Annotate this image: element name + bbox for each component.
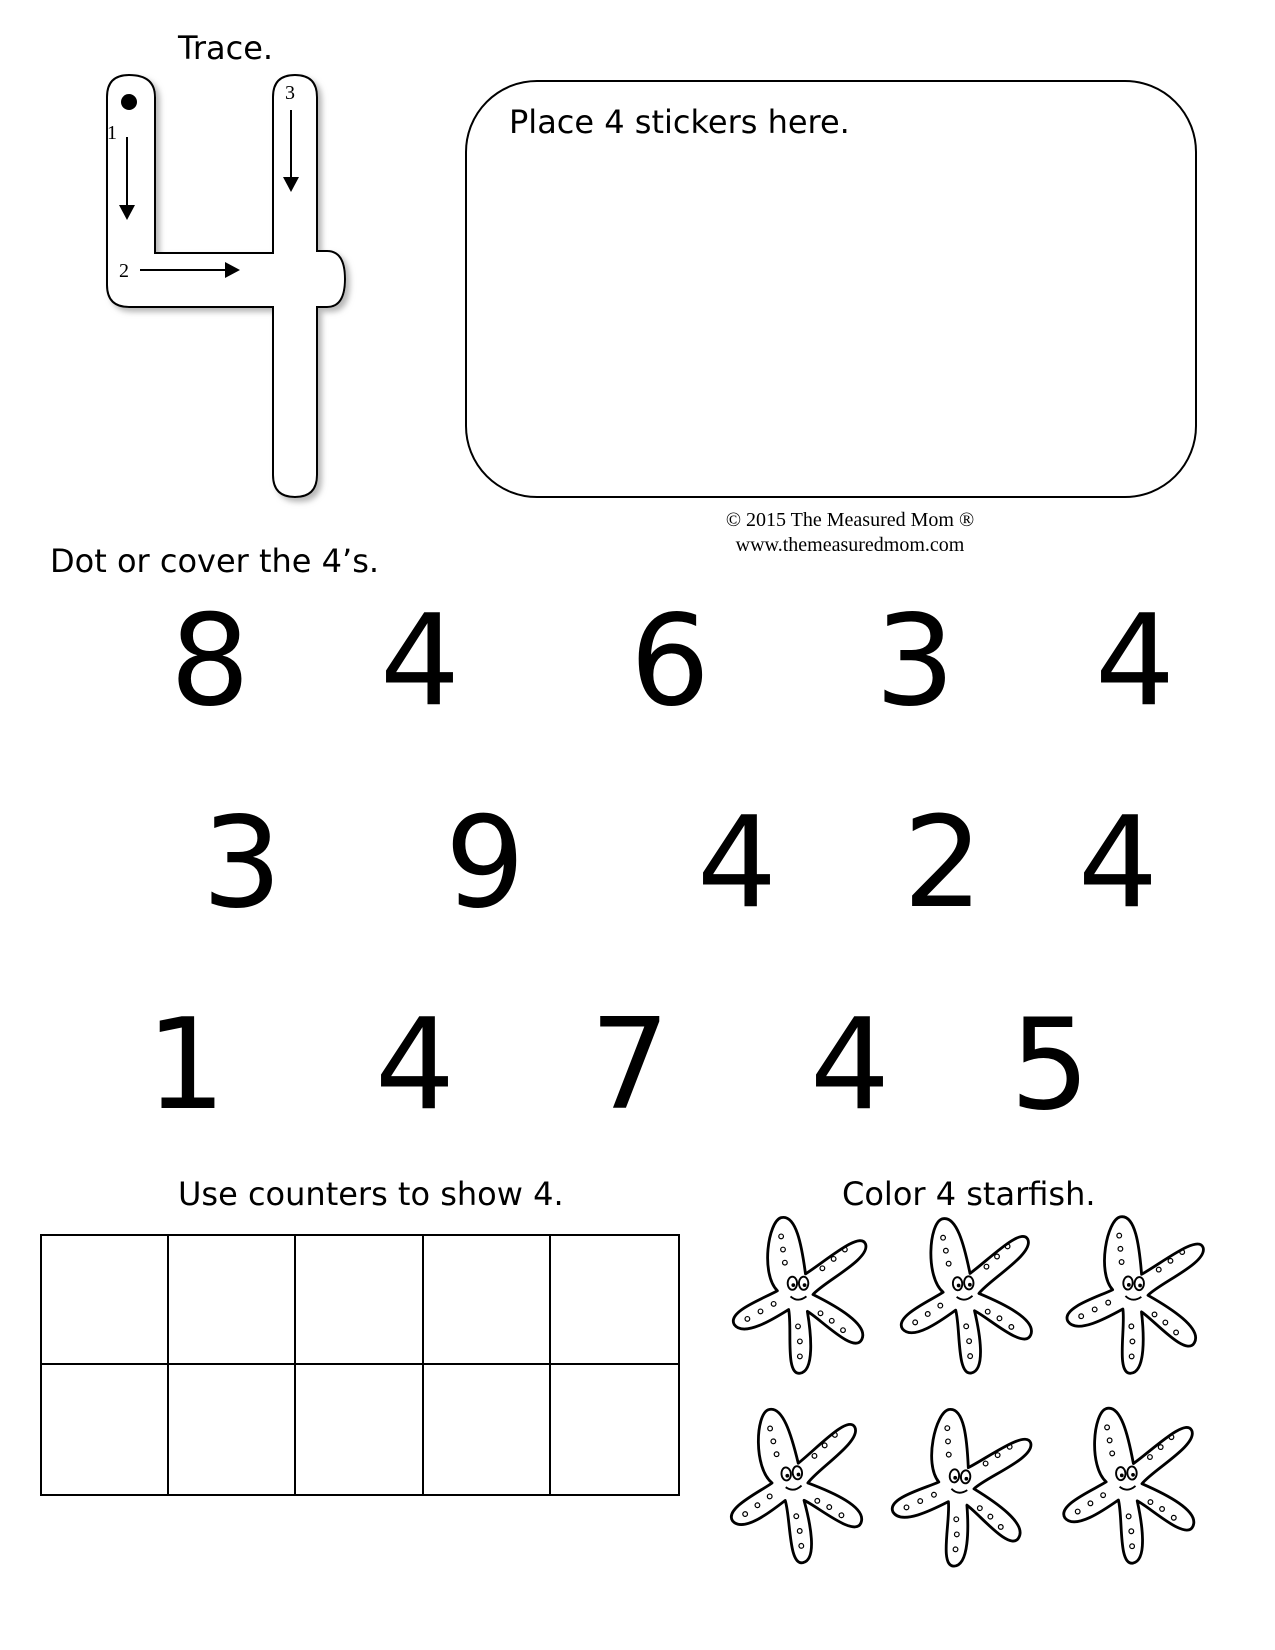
starfish-image[interactable] xyxy=(876,1392,1041,1584)
digit-cell[interactable]: 9 xyxy=(444,789,526,936)
starfish-image[interactable] xyxy=(1047,1391,1206,1579)
digit-cell[interactable]: 4 xyxy=(1077,789,1159,936)
counters-heading: Use counters to show 4. xyxy=(178,1175,564,1213)
digit-cell[interactable]: 4 xyxy=(696,789,778,936)
digit-cell[interactable]: 8 xyxy=(169,587,251,734)
ten-frame xyxy=(40,1234,680,1496)
digit-cell[interactable]: 4 xyxy=(1094,587,1176,734)
starfish-image[interactable] xyxy=(883,1200,1045,1390)
digit-cell[interactable]: 7 xyxy=(589,991,671,1138)
trace-heading: Trace. xyxy=(178,29,274,67)
digit-cell[interactable]: 2 xyxy=(902,789,984,936)
ten-frame-cell[interactable] xyxy=(551,1365,678,1494)
copyright-line: © 2015 The Measured Mom ® xyxy=(725,509,975,531)
dot-cover-heading: Dot or cover the 4’s. xyxy=(50,542,380,580)
ten-frame-cell[interactable] xyxy=(296,1236,423,1365)
ten-frame-cell[interactable] xyxy=(296,1365,423,1494)
tracing-number-four[interactable] xyxy=(95,65,475,545)
digit-cell[interactable]: 4 xyxy=(809,991,891,1138)
digit-cell[interactable]: 4 xyxy=(379,587,461,734)
stroke-2-number: 2 xyxy=(119,260,129,282)
ten-frame-cell[interactable] xyxy=(424,1365,551,1494)
starfish-image[interactable] xyxy=(723,1205,873,1385)
stroke-1-number: 1 xyxy=(107,122,117,144)
starfish-heading: Color 4 starfish. xyxy=(842,1175,1096,1213)
website-url: www.themeasuredmom.com xyxy=(735,534,965,556)
ten-frame-cell[interactable] xyxy=(551,1236,678,1365)
sticker-instruction: Place 4 stickers here. xyxy=(509,103,850,141)
ten-frame-cell[interactable] xyxy=(169,1365,296,1494)
digit-cell[interactable]: 1 xyxy=(145,991,227,1138)
digit-cell[interactable]: 5 xyxy=(1009,991,1091,1138)
sticker-box[interactable] xyxy=(465,80,1197,498)
stroke-3-number: 3 xyxy=(285,82,295,104)
digit-cell[interactable]: 4 xyxy=(374,991,456,1138)
starfish-image[interactable] xyxy=(1053,1201,1212,1389)
starfish-image[interactable] xyxy=(709,1388,877,1583)
copyright-notice xyxy=(690,508,1010,558)
ten-frame-cell[interactable] xyxy=(169,1236,296,1365)
ten-frame-cell[interactable] xyxy=(424,1236,551,1365)
ten-frame-cell[interactable] xyxy=(42,1236,169,1365)
digit-cell[interactable]: 3 xyxy=(874,587,956,734)
digit-cell[interactable]: 3 xyxy=(201,789,283,936)
digit-cell[interactable]: 6 xyxy=(629,587,711,734)
ten-frame-cell[interactable] xyxy=(42,1365,169,1494)
four-outline xyxy=(107,75,345,497)
start-dot xyxy=(121,94,137,110)
